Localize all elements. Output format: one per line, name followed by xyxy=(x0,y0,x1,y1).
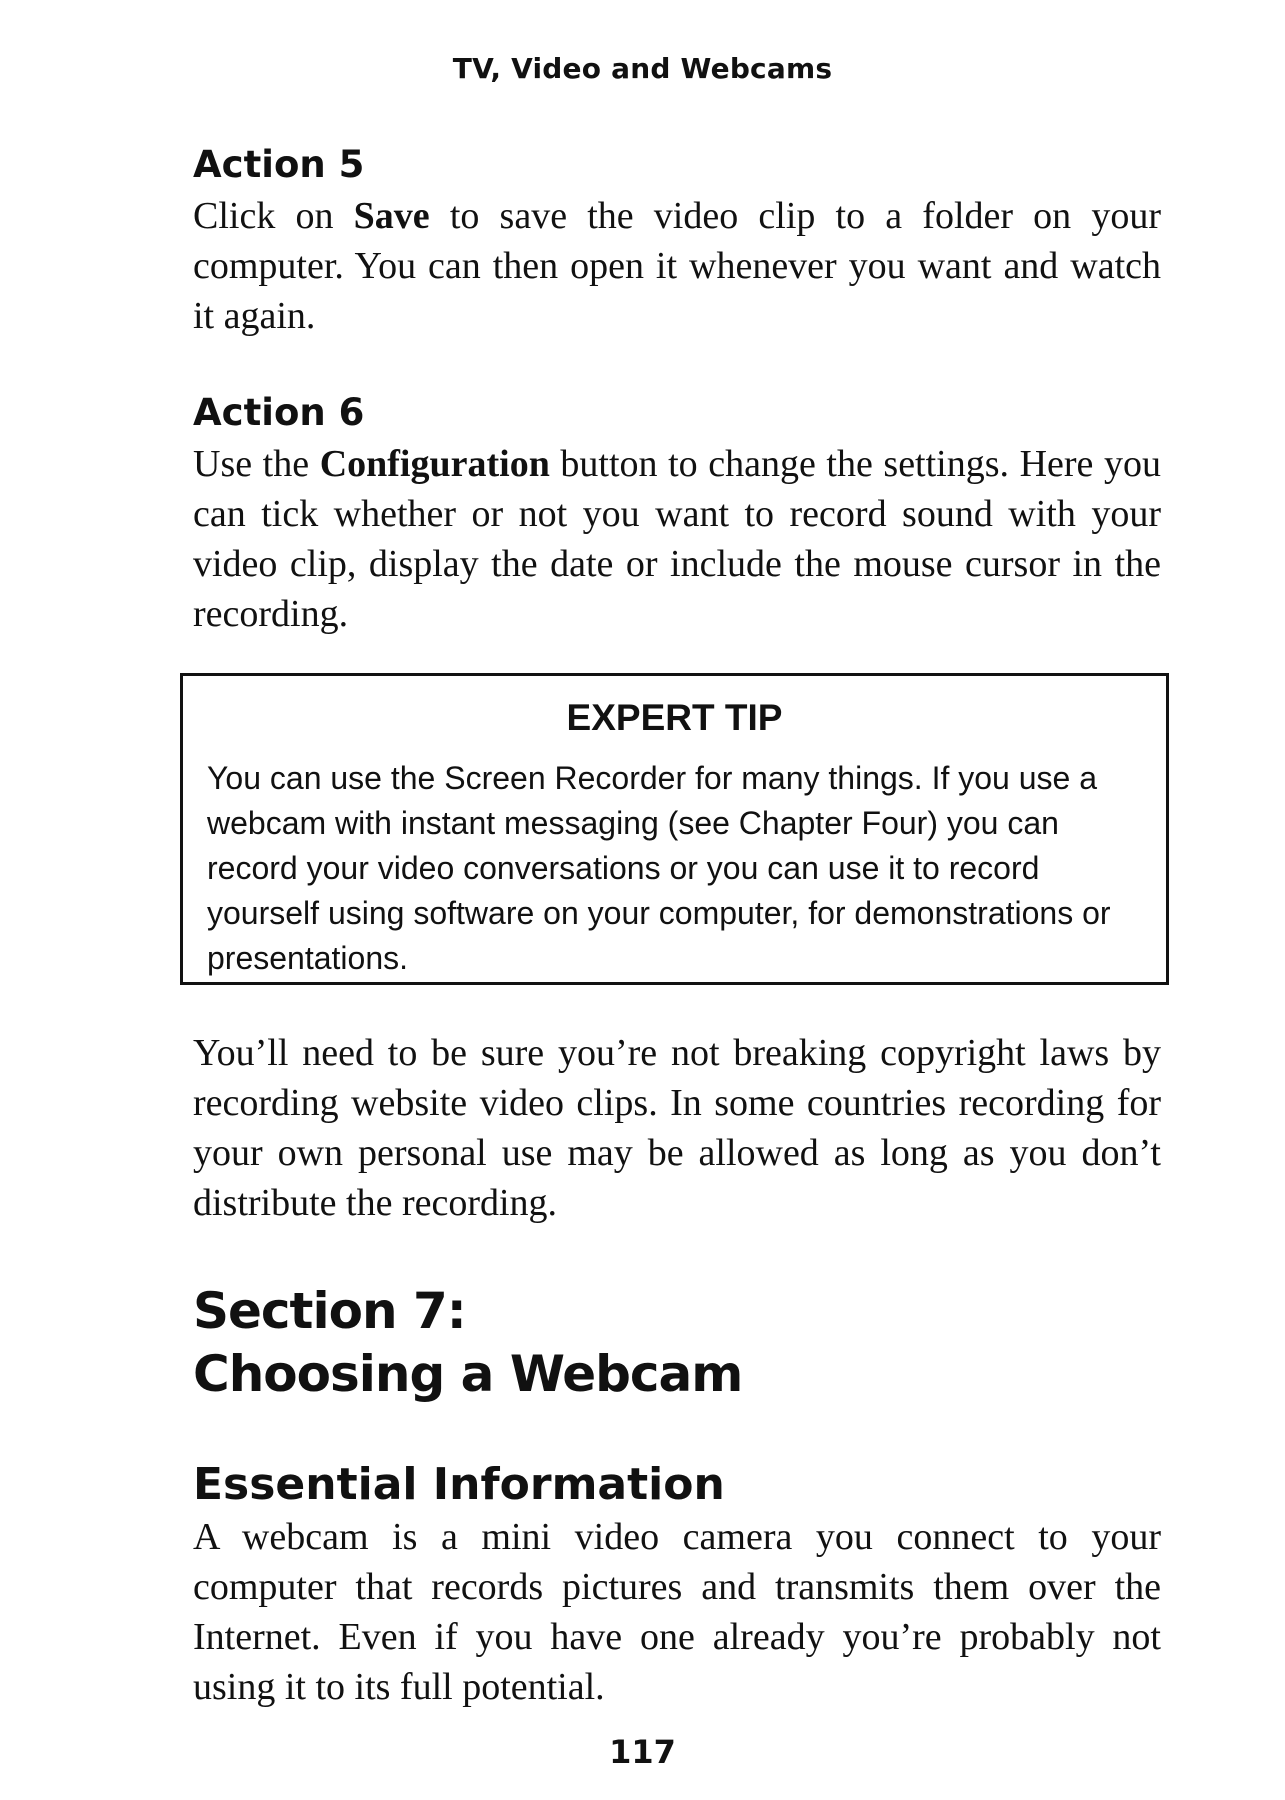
page-number: 117 xyxy=(609,1733,676,1771)
essential-info-block xyxy=(193,1460,1161,1712)
essential-info-text: A webcam is a mini video camera you connect to your computer that records pictures and transmits them over the Internet. Even if you have one already you’re probably not using it to its full potential. xyxy=(193,1516,1161,1708)
essential-info-heading: Essential Information xyxy=(193,1459,725,1510)
action5-block xyxy=(193,143,1161,341)
configuration-keyword: Configuration xyxy=(319,443,550,485)
action6-block xyxy=(193,391,1161,639)
action6-text-post: button to change the settings. Here you can tick whether or not you want to record sound with your video clip, display the date or include the mouse cursor in the recording. xyxy=(193,443,1162,635)
running-header: TV, Video and Webcams xyxy=(452,52,833,85)
section-number-heading: Section 7: xyxy=(193,1282,466,1340)
expert-tip-title: EXPERT TIP xyxy=(566,697,783,738)
copyright-paragraph: You’ll need to be sure you’re not breaking copyright laws by recording website video clips. In some countries recording for your own personal use may be allowed as long as you don’t distribute the recording. xyxy=(193,1032,1161,1224)
save-keyword: Save xyxy=(353,195,430,237)
action5-text-post: to save the video clip to a folder on your computer. You can then open it whenever you want and watch it again. xyxy=(193,195,1162,337)
action5-text-pre: Click on xyxy=(193,195,354,237)
action5-text xyxy=(193,191,1161,341)
action5-heading: Action 5 xyxy=(193,143,365,186)
copyright-block xyxy=(193,1028,1161,1228)
action6-heading: Action 6 xyxy=(193,391,365,434)
expert-tip-text: You can use the Screen Recorder for many things. If you use a webcam with instant messaging (see Chapter Four) you can record your video conversations or you can use it to record yourself using software on your computer, for demonstrations or presentations. xyxy=(207,760,1111,976)
section-heading-block xyxy=(193,1280,1161,1406)
section-title-heading: Choosing a Webcam xyxy=(193,1345,743,1403)
action6-text xyxy=(193,439,1161,639)
expert-tip-box xyxy=(180,673,1169,985)
action6-text-pre: Use the xyxy=(193,443,320,485)
